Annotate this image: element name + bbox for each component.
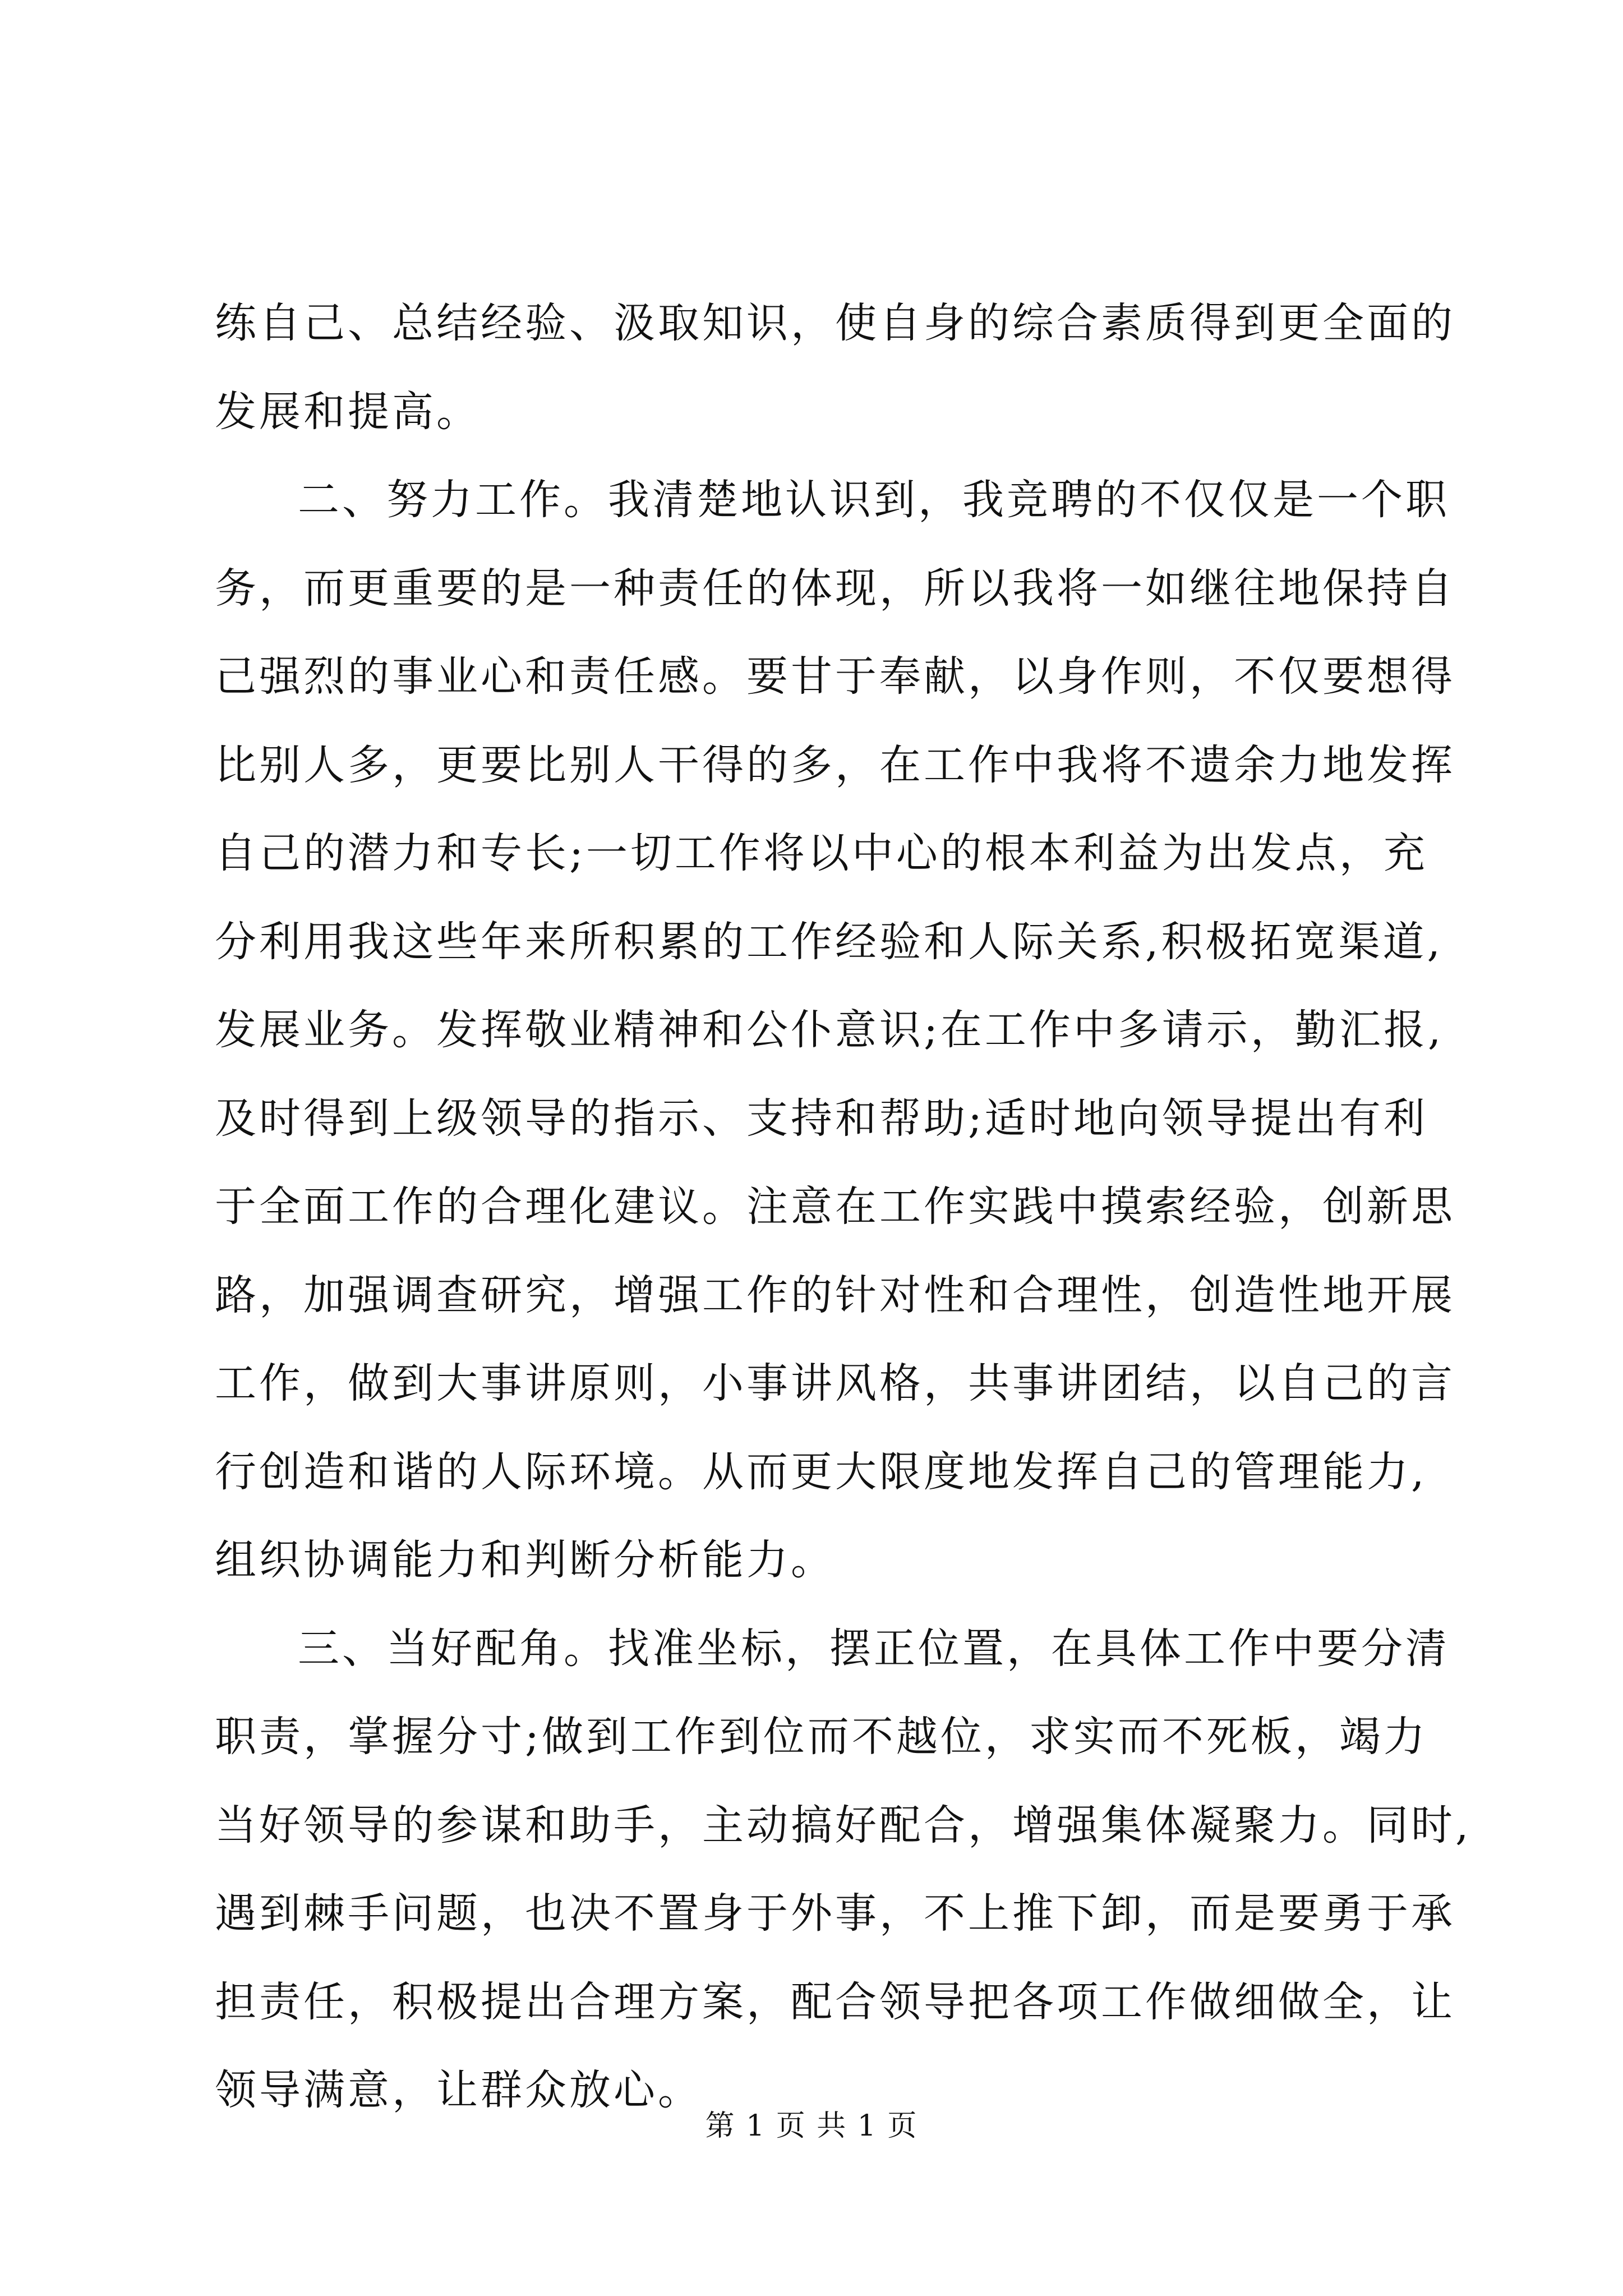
text-line-11: 于全面工作的合理化建议。注意在工作实践中摸索经验，创新思 — [215, 1182, 1455, 1231]
text-line-19: 遇到棘手问题，也决不置身于外事，不上推下卸，而是要勇于承 — [215, 1889, 1455, 1938]
text-line-13: 工作，做到大事讲原则，小事讲风格，共事讲团结，以自己的言 — [215, 1359, 1455, 1407]
text-line-4: 务，而更重要的是一种责任的体现，所以我将一如继往地保持自 — [215, 564, 1455, 613]
text-line-18: 当好领导的参谋和助手，主动搞好配合，增强集体凝聚力。同时, — [215, 1801, 1472, 1849]
text-line-8: 分利用我这些年来所积累的工作经验和人际关系,积极拓宽渠道, — [215, 917, 1444, 966]
text-line-12: 路，加强调查研究，增强工作的针对性和合理性，创造性地开展 — [215, 1271, 1455, 1319]
page-footer: 第 1 页 共 1 页 — [705, 2109, 918, 2143]
text-line-15: 组织协调能力和判断分析能力。 — [215, 1536, 835, 1584]
text-line-14: 行创造和谐的人际环境。从而更大限度地发挥自己的管理能力, — [215, 1447, 1427, 1496]
text-line-17: 职责，掌握分寸;做到工作到位而不越位，求实而不死板，竭力 — [215, 1713, 1428, 1761]
document-body — [215, 296, 1472, 2152]
text-line-1: 练自己、总结经验、汲取知识，使自身的综合素质得到更全面的 — [215, 299, 1455, 347]
text-line-21: 领导满意，让群众放心。 — [215, 2066, 702, 2114]
text-line-20: 担责任，积极提出合理方案，配合领导把各项工作做细做全，让 — [215, 1977, 1455, 2026]
text-line-7: 自己的潜力和专长;一切工作将以中心的根本利益为出发点，充 — [215, 829, 1428, 877]
text-line-9: 发展业务。发挥敬业精神和公仆意识;在工作中多请示，勤汇报, — [215, 1006, 1444, 1054]
text-line-16: 三、当好配角。找准坐标，摆正位置，在具体工作中要分清 — [298, 1624, 1450, 1673]
text-line-6: 比别人多，更要比别人干得的多，在工作中我将不遗余力地发挥 — [215, 740, 1455, 789]
text-line-3: 二、努力工作。我清楚地认识到，我竞聘的不仅仅是一个职 — [298, 476, 1450, 524]
text-line-5: 己强烈的事业心和责任感。要甘于奉献，以身作则，不仅要想得 — [215, 652, 1455, 701]
text-line-10: 及时得到上级领导的指示、支持和帮助;适时地向领导提出有利 — [215, 1094, 1428, 1143]
text-line-2: 发展和提高。 — [215, 387, 481, 436]
